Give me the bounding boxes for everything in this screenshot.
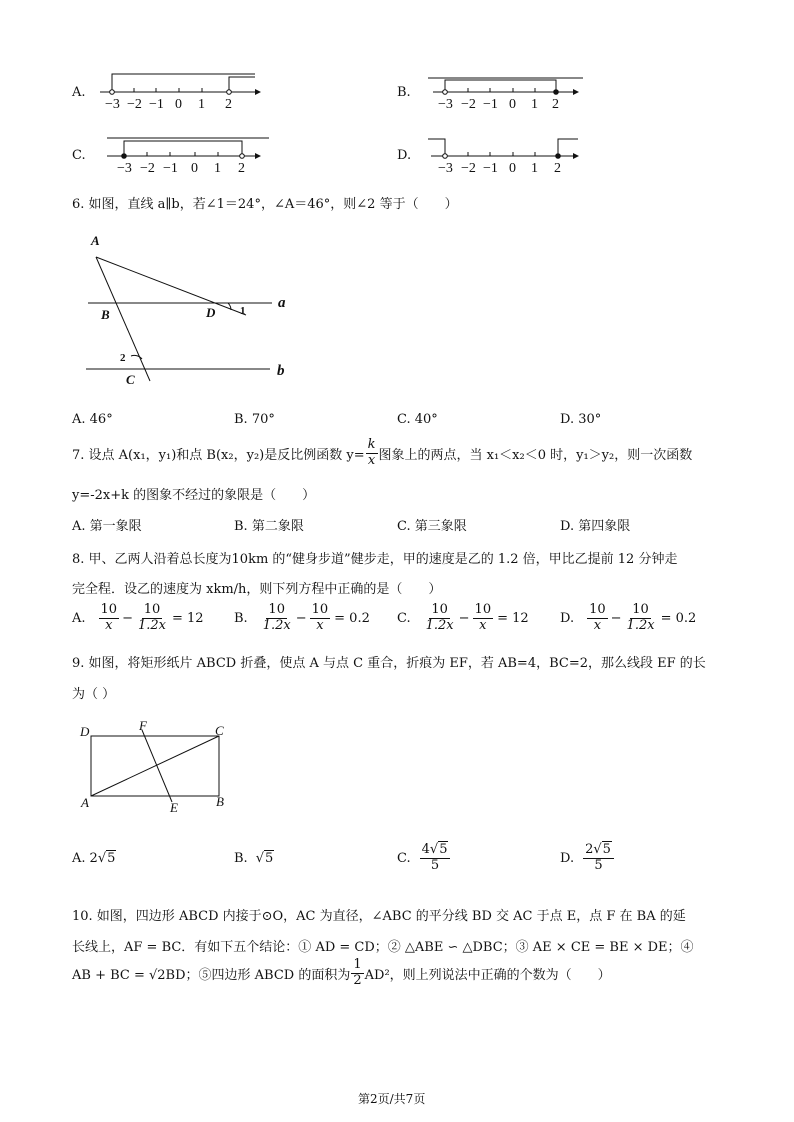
tick: −3 [117,161,132,176]
frac-den: 5 [430,857,440,873]
option-letter: C. [397,850,411,866]
label-C: C [215,723,224,738]
frac-den: x [593,617,602,633]
label-b: b [277,363,285,379]
tick: 1 [198,97,205,112]
q6-option-d: D. 30° [560,412,602,427]
frac-den: 1.2x [137,617,166,633]
option-letter: D. [560,610,575,626]
frac-den: 5 [594,857,603,873]
tick: −3 [105,97,120,112]
radicand: 5 [264,851,274,866]
equation-rhs: = 12 [497,610,529,626]
q9-option-a [72,850,116,866]
q9-stem-line1: 9. 如图，将矩形纸片 ABCD 折叠，使点 A 与点 C 重合，折痕为 EF，若 AB=4，BC=2，那么线段 EF 的长 [72,656,706,671]
frac-den: x [316,617,324,633]
frac-den: 1.2x [626,617,655,633]
radicand: 5 [602,842,611,857]
option-letter: B. [234,610,248,626]
q5a-ticks [112,88,229,92]
q9-option-d [560,843,615,874]
label-C: C [126,372,135,387]
tick: −2 [127,97,142,112]
sqrt-icon: √ [429,842,439,857]
q6-option-a: A. 46° [72,412,113,427]
tick: −2 [461,97,476,112]
q10-line3-b: AD²，则上列说法中正确的个数为（ ） [364,967,611,983]
frac-den: 1.2x [425,617,454,633]
label-B: B [101,307,110,322]
label-D: D [206,305,216,320]
q7-option-c: C. 第三象限 [397,519,467,534]
sqrt-icon: √ [97,850,107,866]
q7-stem-line2: y=-2x+k 的图象不经过的象限是（ ） [72,488,316,503]
equation-rhs: = 12 [172,610,204,626]
q5-number-line-d [428,132,598,177]
q10-line2: 长线上，AF = BC．有如下五个结论：① AD = CD；② △ABE ∽ △DBC；③ AE × CE = BE × DE；④ [72,940,694,955]
frac-num: 10 [431,602,448,617]
q7-stem-part1: 7. 设点 A(x₁，y₁)和点 B(x₂，y₂)是反比例函数 y= [72,447,365,463]
page-footer: 第2页/共7页 [358,1092,426,1106]
q7-frac-den: x [367,452,376,468]
coefficient: 2 [89,850,98,866]
frac-den: x [105,617,113,633]
label-a: a [278,295,286,311]
q7-stem-part2: 图象上的两点，当 x₁＜x₂＜0 时，y₁＞y₂，则一次函数 [378,447,693,463]
tick: −1 [483,97,498,112]
frac-den: 1.2x [262,617,291,633]
tick: 0 [191,161,198,176]
tick: 1 [531,161,538,176]
tick: 1 [214,161,221,176]
option-letter: C. [397,610,411,626]
q7-option-a: A. 第一象限 [72,519,142,534]
q6-option-b: B. 70° [234,412,275,427]
frac-num: 10 [311,602,329,617]
q5-number-line-b [428,68,598,113]
label-E: E [170,800,178,815]
option-letter: D. [560,850,575,866]
q9-option-c [397,843,451,874]
frac-num: 10 [143,602,161,617]
coefficient: 4 [421,842,430,857]
q10-line3-a: AB + BC = √2BD；⑤四边形 ABCD 的面积为 [72,967,351,983]
tick: 1 [531,97,538,112]
q7-stem [72,438,692,469]
option-letter: A. [72,850,86,866]
tick: −2 [140,161,155,176]
tick: −1 [483,161,498,176]
frac-num: 10 [632,602,649,617]
q5-number-line-c [107,132,277,177]
tick: −1 [163,161,178,176]
q8-option-d: D. $\frac{10}{x}$ − $\frac{10}{1.2x}$ = 0.2 [560,602,697,633]
frac-num [583,843,614,859]
tick: 2 [554,161,561,176]
sqrt-icon: √ [255,850,264,866]
q6-stem: 6. 如图，直线 a∥b，若∠1＝24°，∠A＝46°，则∠2 等于（ ） [72,197,458,212]
q9-stem-line2: 为（ ） [72,687,116,702]
frac-num: 10 [268,602,285,617]
q10-line3 [72,958,611,989]
tick: 2 [225,97,232,112]
q6-option-c: C. 40° [397,412,438,427]
frac-num: 10 [474,602,492,617]
frac-num [420,843,451,859]
tick: 2 [552,97,559,112]
tick: 0 [509,97,516,112]
sqrt-icon: √ [593,842,602,857]
tick: −3 [438,161,453,176]
q5-option-b-letter: B. [397,85,411,100]
q5-option-a-letter: A. [72,85,86,100]
q10-line1: 10. 如图，四边形 ABCD 内接于⊙O，AC 为直径，∠ABC 的平分线 BD 交 AC 于点 E，点 F 在 BA 的延 [72,909,686,924]
radicand: 5 [439,842,448,857]
equation-rhs: = 0.2 [334,610,370,626]
q7-fraction [366,438,378,469]
q5-number-line-a [95,68,265,113]
option-letter: B. [234,850,248,866]
tick: −1 [149,97,164,112]
tick: −3 [438,97,453,112]
frac-den: x [479,617,487,633]
q7-option-b: B. 第二象限 [234,519,304,534]
q8-option-a: A. $\frac{10}{x}$ − $\frac{10}{1.2x}$ = 12 [72,602,204,633]
q5-option-d-letter: D. [397,148,412,163]
label-F: F [139,718,147,733]
option-letter: A. [72,610,86,626]
frac-num: 10 [589,602,606,617]
label-A: A [81,795,89,810]
label-B: B [216,794,224,809]
label-A: A [91,233,100,248]
tick: 0 [509,161,516,176]
q7-option-d: D. 第四象限 [560,519,631,534]
q9-option-b [234,850,274,866]
frac-den: 2 [353,972,362,988]
label-D: D [80,724,90,739]
q7-frac-num: k [367,437,376,452]
label-2: 2 [120,352,126,364]
q6-figure [80,230,300,390]
q9-figure [76,718,246,818]
q8-stem-line2: 完全程．设乙的速度为 xkm/h，则下列方程中正确的是（ ） [72,582,442,597]
tick: −2 [461,161,476,176]
q8-option-c: C. $\frac{10}{1.2x}$ − $\frac{10}{x}$ = 12 [397,602,529,633]
tick: 2 [238,161,245,176]
tick: 0 [175,97,182,112]
q8-option-b: B. $\frac{10}{1.2x}$ − $\frac{10}{x}$ = 0.2 [234,602,370,633]
frac-num: 1 [353,957,362,972]
coefficient: 2 [585,842,594,857]
q5-option-c-letter: C. [72,148,86,163]
radicand: 5 [107,851,116,866]
q8-stem-line1: 8. 甲、乙两人沿着总长度为10km 的“健身步道”健步走，甲的速度是乙的 1.2 倍，甲比乙提前 12 分钟走 [72,552,678,567]
frac-num: 10 [100,602,118,617]
label-1: 1 [240,305,246,317]
equation-rhs: = 0.2 [660,610,697,626]
